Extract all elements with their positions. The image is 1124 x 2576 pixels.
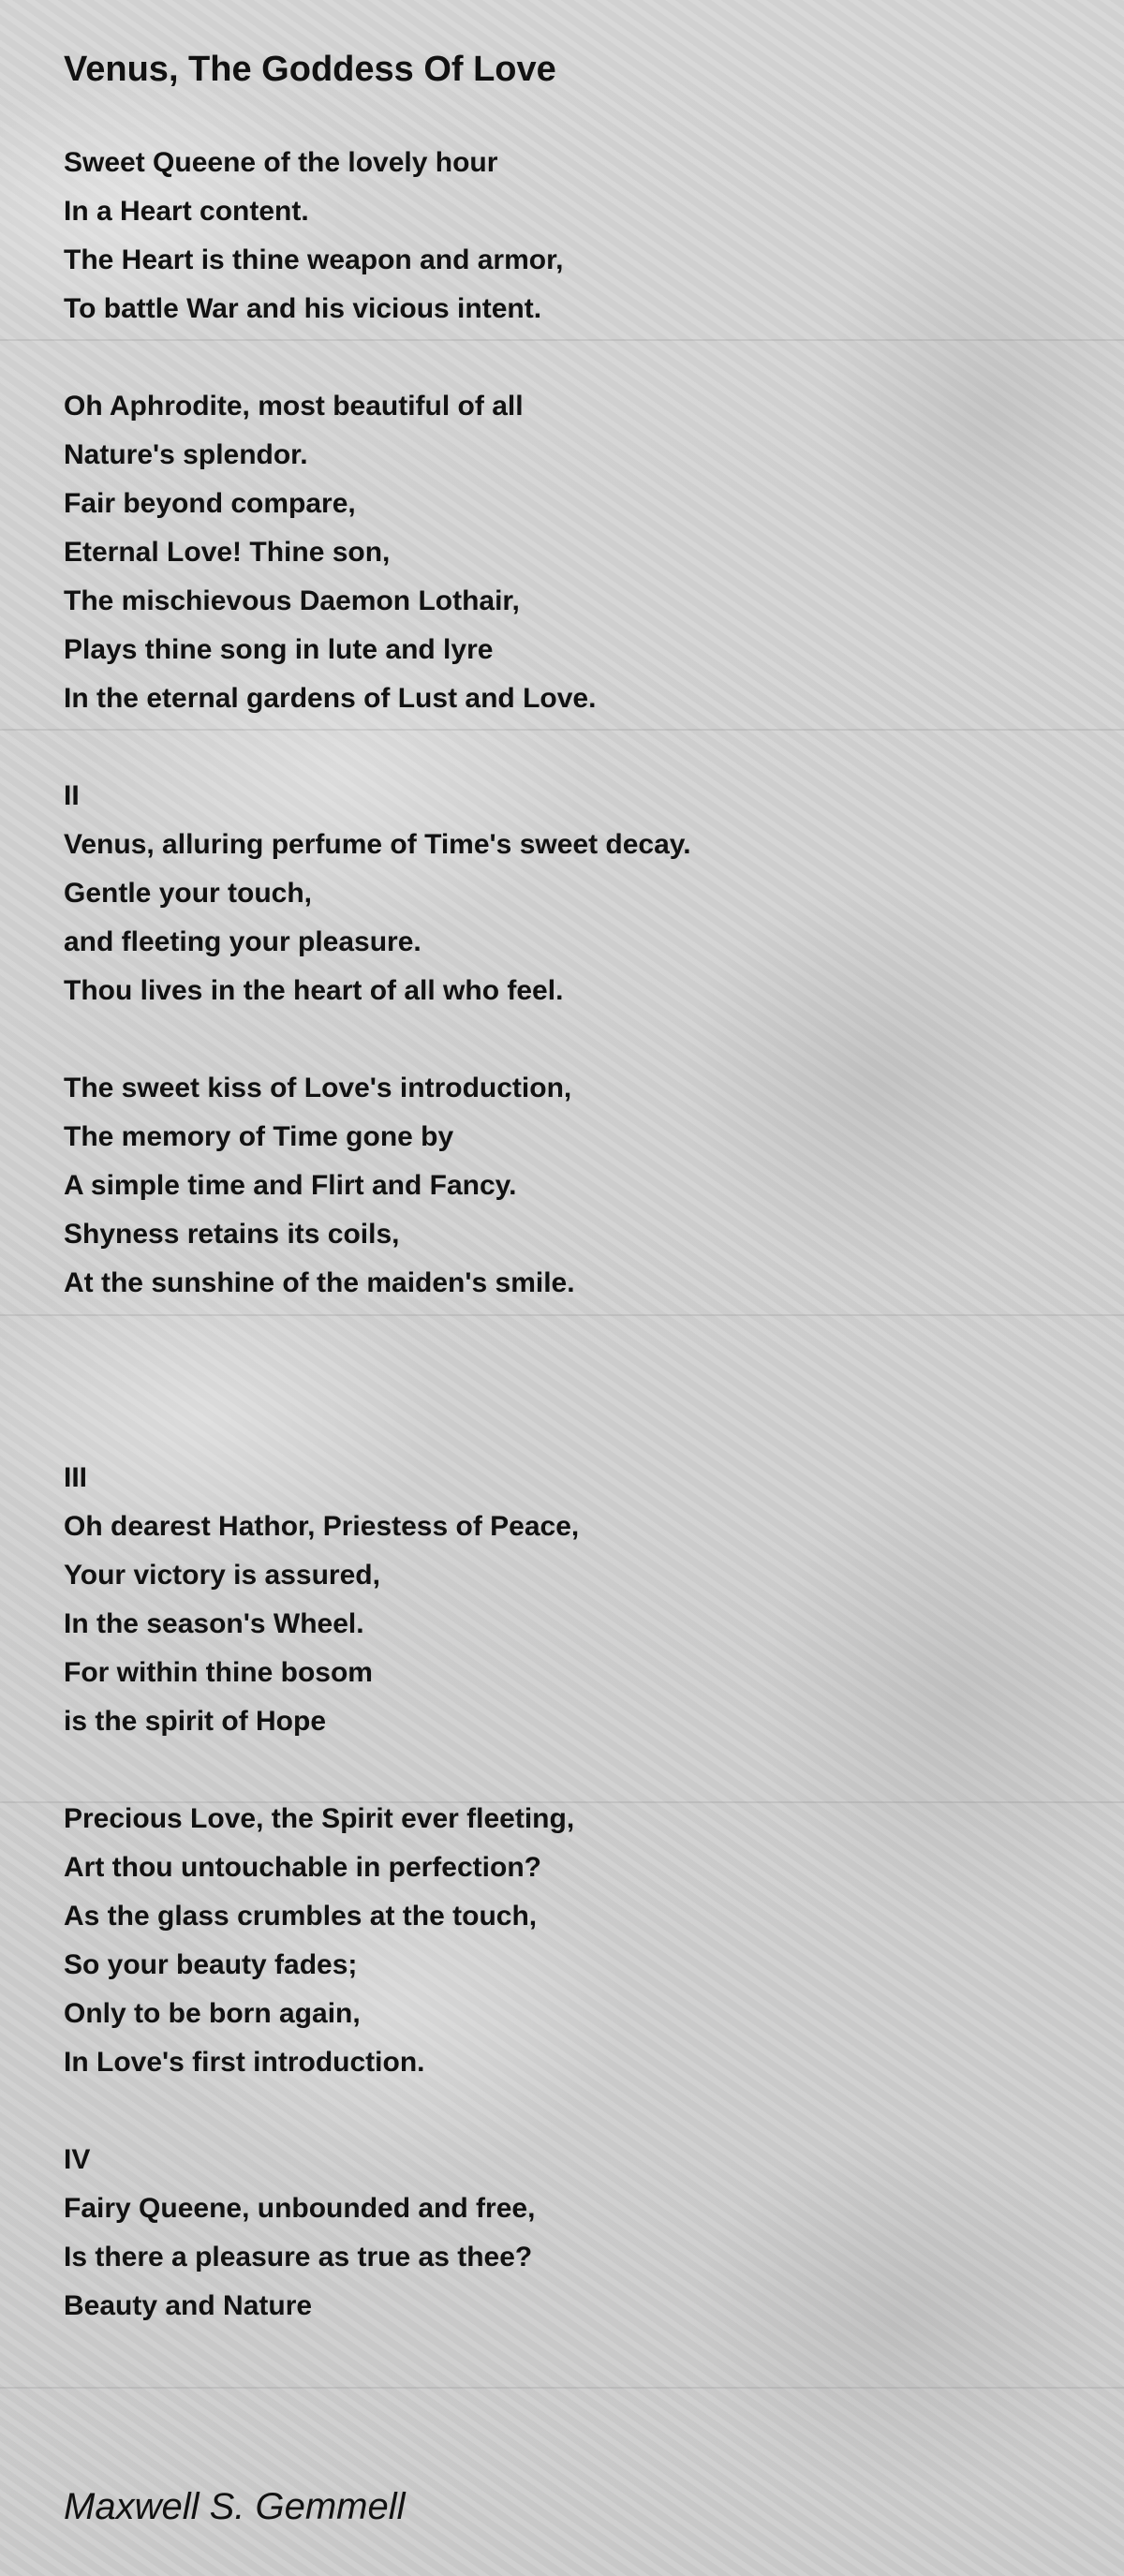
poem-line: Venus, alluring perfume of Time's sweet decay. — [64, 829, 691, 860]
poem-line: Fair beyond compare, — [64, 488, 356, 519]
poem-line: At the sunshine of the maiden's smile. — [64, 1267, 575, 1298]
poem-line: To battle War and his vicious intent. — [64, 293, 542, 324]
poem-line: Art thou untouchable in perfection? — [64, 1852, 541, 1883]
stanza — [64, 1064, 1057, 1308]
poem-line: Only to be born again, — [64, 1998, 361, 2029]
poem-line: Oh dearest Hathor, Priestess of Peace, — [64, 1511, 580, 1542]
stanza — [64, 2136, 1057, 2331]
poem-line: Nature's splendor. — [64, 439, 308, 470]
poem-line: The sweet kiss of Love's introduction, — [64, 1073, 572, 1103]
poem-line: In Love's first introduction. — [64, 2047, 425, 2078]
stanza-break — [64, 723, 1057, 772]
stanza — [64, 139, 1057, 333]
stanza-break — [64, 1746, 1057, 1795]
stanza — [64, 772, 1057, 1015]
poem-line: So your beauty fades; — [64, 1949, 358, 1980]
stanza-break — [64, 1308, 1057, 1454]
poem-line: Is there a pleasure as true as thee? — [64, 2242, 533, 2273]
poem-line: In a Heart content. — [64, 196, 309, 227]
stanza — [64, 382, 1057, 723]
poem-line: The memory of Time gone by — [64, 1121, 454, 1152]
section-numeral: II — [64, 780, 80, 811]
stanza-break — [64, 1015, 1057, 1064]
poem-line: Oh Aphrodite, most beautiful of all — [64, 391, 524, 422]
stanza — [64, 1795, 1057, 2087]
poem-line: As the glass crumbles at the touch, — [64, 1901, 538, 1932]
poem-line: The Heart is thine weapon and armor, — [64, 244, 564, 275]
poem-line: Eternal Love! Thine son, — [64, 537, 391, 568]
poem-line: Your victory is assured, — [64, 1560, 380, 1591]
poem-title: Venus, The Goddess Of Love — [64, 50, 556, 89]
stanza — [64, 1454, 1057, 1746]
poem-line: In the eternal gardens of Lust and Love. — [64, 683, 597, 714]
section-numeral: III — [64, 1462, 88, 1493]
poem-line: Shyness retains its coils, — [64, 1219, 400, 1250]
poem-line: is the spirit of Hope — [64, 1706, 327, 1737]
poem-line: In the season's Wheel. — [64, 1608, 364, 1639]
poem-line: and fleeting your pleasure. — [64, 926, 422, 957]
poem-line: Gentle your touch, — [64, 878, 313, 909]
poem-line: For within thine bosom — [64, 1657, 373, 1688]
poem-body — [64, 139, 1057, 2331]
stanza-break — [64, 333, 1057, 382]
background-seam — [0, 2387, 1124, 2389]
poem-line: The mischievous Daemon Lothair, — [64, 585, 520, 616]
poem-line: Plays thine song in lute and lyre — [64, 634, 494, 665]
poem-line: Thou lives in the heart of all who feel. — [64, 975, 564, 1006]
author-name: Maxwell S. Gemmell — [64, 2486, 406, 2527]
poem-line: Sweet Queene of the lovely hour — [64, 147, 498, 178]
section-numeral: IV — [64, 2144, 91, 2175]
stanza-break — [64, 2087, 1057, 2136]
poem-line: A simple time and Flirt and Fancy. — [64, 1170, 517, 1201]
poem-line: Precious Love, the Spirit ever fleeting, — [64, 1803, 575, 1834]
poem-line: Beauty and Nature — [64, 2290, 313, 2321]
poem-line: Fairy Queene, unbounded and free, — [64, 2193, 536, 2224]
